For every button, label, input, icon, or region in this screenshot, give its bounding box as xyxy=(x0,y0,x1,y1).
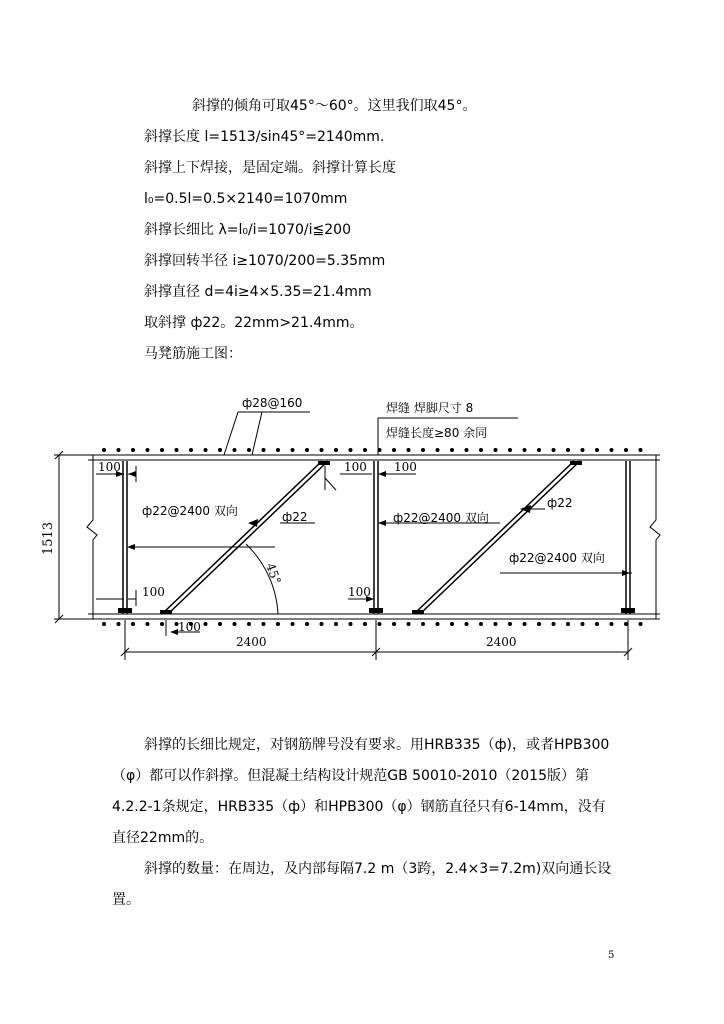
rebar-dot xyxy=(146,448,150,452)
rebar-dot xyxy=(146,622,150,626)
paragraph-2: 斜撑的数量：在周边，及内部每隔7.2 m（3跨，2.4×3=7.2m)双向通长设置。 xyxy=(112,861,612,908)
rebar-dot xyxy=(523,448,527,452)
rebar-dot xyxy=(291,448,295,452)
height-dimension: 1513 xyxy=(41,521,56,555)
rebar-dot xyxy=(276,448,280,452)
rebar-dot xyxy=(349,622,353,626)
rebar-dot xyxy=(262,622,266,626)
rebar-dot xyxy=(581,622,585,626)
rebar-dot xyxy=(537,448,541,452)
rebar-dot xyxy=(508,622,512,626)
rebar-dot xyxy=(160,448,164,452)
rebar-dot xyxy=(117,448,121,452)
rebar-dot xyxy=(378,622,382,626)
rebar-dot xyxy=(566,448,570,452)
rebar-dot xyxy=(610,622,614,626)
span-dimension-2: 2400 xyxy=(486,635,517,649)
weld-note-2: 焊缝长度≥80 余同 xyxy=(386,426,488,440)
rebar-dot xyxy=(552,448,556,452)
rebar-dot xyxy=(407,622,411,626)
rebar-dot xyxy=(247,448,251,452)
calc-line-1: 斜撑的倾角可取45°～60°。这里我们取45°。 xyxy=(192,98,477,114)
rebar-dot xyxy=(465,448,469,452)
rebar-dot xyxy=(392,622,396,626)
rebar-dot xyxy=(102,622,106,626)
rebar-dot xyxy=(363,448,367,452)
rebar-dot xyxy=(407,448,411,452)
rebar-dot xyxy=(117,622,121,626)
rebar-dot xyxy=(204,448,208,452)
dim-100-brace-foot: 100 xyxy=(178,620,201,634)
brace-label-1: ф22 xyxy=(282,510,308,524)
rebar-dot xyxy=(450,448,454,452)
rebar-dot xyxy=(247,622,251,626)
brace-label-2: ф22 xyxy=(547,496,573,510)
rebar-dot xyxy=(131,448,135,452)
dim-100-bottom-mid: 100 xyxy=(348,585,371,599)
rebar-dot xyxy=(610,448,614,452)
rebar-dot xyxy=(595,622,599,626)
rebar-dot xyxy=(262,448,266,452)
calc-line-6: 斜撑回转半径 i≥1070/200=5.35mm xyxy=(144,253,386,269)
rebar-dot xyxy=(566,622,570,626)
rebar-dot xyxy=(523,622,527,626)
rebar-dot xyxy=(320,622,324,626)
dim-100-top-mid-left: 100 xyxy=(344,460,367,474)
rebar-dot xyxy=(218,622,222,626)
rebar-dot xyxy=(131,622,135,626)
rebar-dot xyxy=(102,448,106,452)
paragraph-1: 斜撑的长细比规定，对钢筋牌号没有要求。用HRB335（ф)，或者HPB300（φ）都可以作斜撑。但混凝土结构设计规范GB 50010-2010（2015版）第4.2.2-1条规定，HRB335（ф）和HPB300（φ）钢筋直径只有6-14mm，没有直径22mm的。 xyxy=(112,737,610,846)
rebar-dot xyxy=(204,622,208,626)
rebar-dot xyxy=(450,622,454,626)
calc-line-8: 取斜撑 ф22。22mm>21.4mm。 xyxy=(144,315,364,331)
rebar-dot xyxy=(465,622,469,626)
rebar-dot xyxy=(291,622,295,626)
rebar-dot xyxy=(639,448,643,452)
rebar-dot xyxy=(233,622,237,626)
rebar-dot xyxy=(595,448,599,452)
rebar-dot xyxy=(305,448,309,452)
calc-line-5: 斜撑长细比 λ=l₀/i=1070/i≦200 xyxy=(144,222,351,238)
top-bar-label: ф28@160 xyxy=(242,396,303,410)
rebar-dot xyxy=(624,622,628,626)
rebar-dot xyxy=(624,448,628,452)
rebar-dot xyxy=(189,448,193,452)
rebar-dot xyxy=(218,448,222,452)
rebar-dot xyxy=(552,622,556,626)
rebar-dot xyxy=(363,622,367,626)
page-number: 5 xyxy=(608,950,615,961)
leg-label-3: ф22@2400 双向 xyxy=(509,551,605,565)
rebar-dot xyxy=(508,448,512,452)
rebar-dot xyxy=(305,622,309,626)
rebar-dot xyxy=(479,622,483,626)
rebar-dot xyxy=(160,622,164,626)
leg-label-2: ф22@2400 双向 xyxy=(393,511,489,525)
rebar-dot xyxy=(639,622,643,626)
rebar-dot xyxy=(320,448,324,452)
rebar-dot xyxy=(537,622,541,626)
rebar-dot xyxy=(233,448,237,452)
calc-line-4: l₀=0.5l=0.5×2140=1070mm xyxy=(144,191,348,207)
rebar-dot xyxy=(494,622,498,626)
rebar-dot xyxy=(378,448,382,452)
dim-100-bottom-left: 100 xyxy=(142,585,165,599)
weld-note-1: 焊缝 焊脚尺寸 8 xyxy=(386,401,474,415)
rebar-dot xyxy=(175,448,179,452)
rebar-dot xyxy=(436,622,440,626)
rebar-dot xyxy=(276,622,280,626)
rebar-dot xyxy=(421,448,425,452)
rebar-dot xyxy=(581,448,585,452)
rebar-dot xyxy=(334,448,338,452)
calc-line-2: 斜撑长度 l=1513/sin45°=2140mm. xyxy=(144,129,385,145)
rebar-dot xyxy=(349,448,353,452)
rebar-dot xyxy=(479,448,483,452)
rebar-dot xyxy=(392,448,396,452)
leg-label-1: ф22@2400 双向 xyxy=(142,504,238,518)
dim-100-top-mid-right: 100 xyxy=(394,460,417,474)
rebar-dot xyxy=(436,448,440,452)
rebar-dot xyxy=(421,622,425,626)
angle-label: 45° xyxy=(263,561,284,587)
dim-100-top-left: 100 xyxy=(98,460,121,474)
calc-line-9: 马凳筋施工图： xyxy=(144,346,242,362)
rebar-dot xyxy=(334,622,338,626)
calc-line-3: 斜撑上下焊接，是固定端。斜撑计算长度 xyxy=(144,160,396,176)
span-dimension-1: 2400 xyxy=(236,635,267,649)
calc-line-7: 斜撑直径 d=4i≥4×5.35=21.4mm xyxy=(144,284,372,300)
rebar-dot xyxy=(494,448,498,452)
